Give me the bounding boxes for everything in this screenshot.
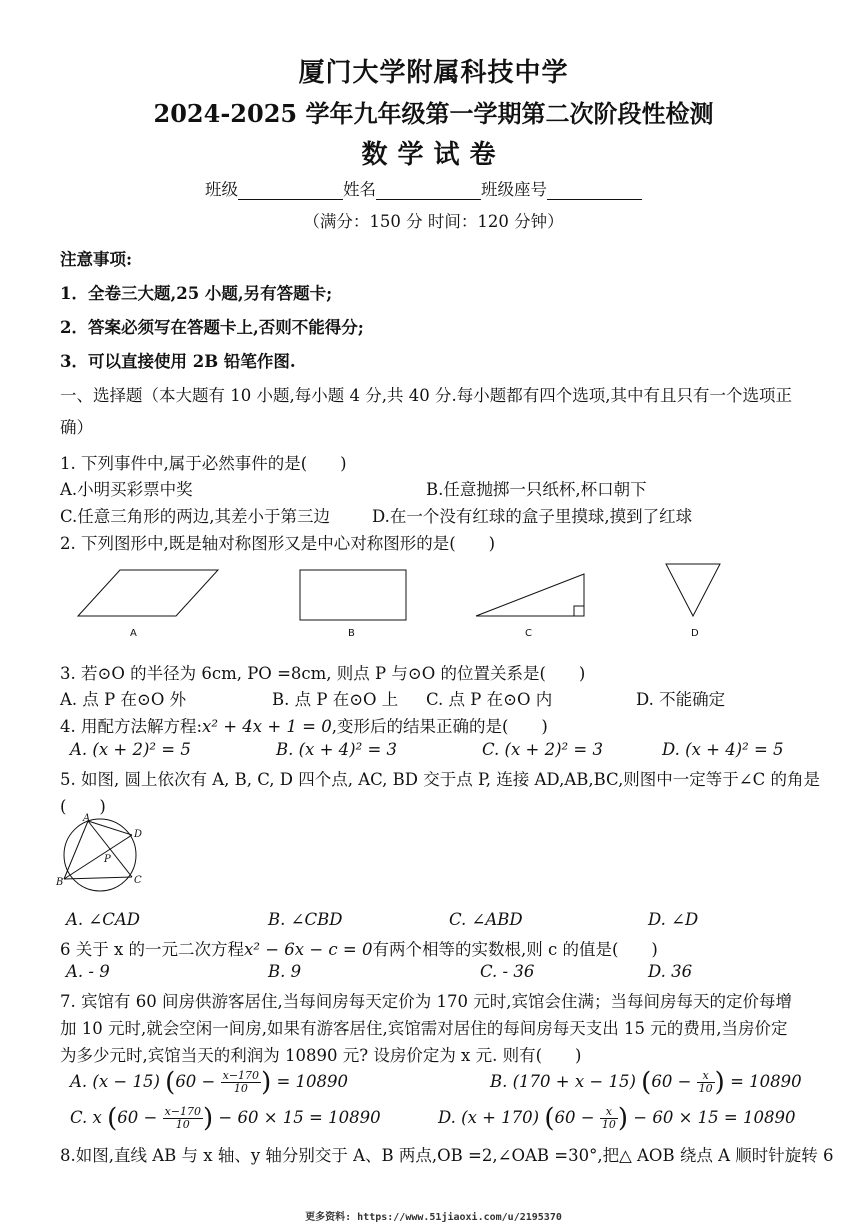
- q4-option-b: B. (x + 4)² = 3: [276, 740, 398, 759]
- point-label-d: D: [134, 829, 143, 840]
- point-label-c: C: [134, 875, 142, 886]
- student-info-line: [205, 176, 642, 200]
- q7-option-a: A. (x − 15) (60 − $\frac{x-170}{10}$ ) = 10890: [70, 1067, 349, 1098]
- figure-label-a: A: [130, 628, 137, 639]
- q7-b-sixty: 60 −: [651, 1072, 692, 1091]
- q7-stem-line2: 加 10 元时,就会空闲一间房,如果有游客居住,宾馆需对居住的每间房每天支出 15 元的费用,当房价定: [60, 1019, 788, 1038]
- q3-stem: 3. 若⊙O 的半径为 6cm, PO =8cm, 则点 P 与⊙O 的位置关系是( ): [60, 664, 586, 683]
- q6-stem-prefix: 6 关于 x 的一元二次方程: [60, 940, 245, 959]
- score-time: （满分：150 分 时间：120 分钟）: [303, 212, 564, 231]
- q6-option-d: D. 36: [648, 962, 693, 981]
- q7-d-result: − 60 × 15 = 10890: [633, 1108, 796, 1127]
- seat-field[interactable]: [547, 183, 642, 200]
- inverted-triangle-figure: [666, 564, 720, 616]
- q7-stem-line1: 7. 宾馆有 60 间房供游客居住,当每间房每天定价为 170 元时,宾馆会住满；当每间房每天的定价每增: [60, 992, 792, 1011]
- q7-b-factor: B. (170 + x − 15): [490, 1072, 636, 1091]
- q7-option-c: C. x (60 − $\frac{x-170}{10}$ ) − 60 × 15 = 10890: [70, 1103, 381, 1134]
- circle-o: [64, 819, 136, 891]
- q1-option-a: A.小明买彩票中奖: [60, 480, 193, 499]
- school-title: 厦门大学附属科技中学: [298, 58, 569, 88]
- q7-d-sixty: 60 −: [554, 1108, 595, 1127]
- right-angle-mark: [574, 606, 584, 616]
- figure-label-d: D: [691, 628, 699, 639]
- q8-stem-line1: 8.如图,直线 AB 与 x 轴、y 轴分别交于 A、B 两点,OB =2,∠OAB =30°,把△ AOB 绕点 A 顺时针旋转 6: [60, 1146, 834, 1165]
- q4-stem-suffix: ,变形后的结果正确的是( ): [331, 717, 548, 736]
- q6-option-a: A. - 9: [66, 962, 110, 981]
- q4-equation: x² + 4x + 1 = 0: [202, 717, 332, 736]
- q3-option-a: A. 点 P 在⊙O 外: [60, 690, 187, 709]
- q1-option-b: B.任意抛掷一只纸杯,杯口朝下: [426, 480, 647, 499]
- q4-option-a: A. (x + 2)² = 5: [70, 740, 191, 759]
- point-label-a: A: [83, 813, 91, 824]
- q6-equation: x² − 6x − c = 0: [244, 940, 373, 959]
- q7-c-result: − 60 × 15 = 10890: [218, 1108, 381, 1127]
- segment-bd: [64, 835, 132, 879]
- q5-option-c: C. ∠ABD: [449, 910, 523, 929]
- q1-option-c: C.任意三角形的两边,其差小于第三边: [60, 507, 331, 526]
- q7-c-factor: C. x: [70, 1108, 102, 1127]
- notice-item: 2．答案必须写在答题卡上,否则不能得分;: [60, 318, 364, 337]
- q5-option-a: A. ∠CAD: [66, 910, 141, 929]
- notice-title: 注意事项:: [60, 250, 133, 269]
- q5-stem-cont: ( ): [60, 797, 106, 816]
- exam-title: 2024-2025 学年九年级第一学期第二次阶段性检测: [153, 99, 714, 128]
- parallelogram-figure: [78, 570, 218, 616]
- q7-c-fraction: $\frac{x-170}{10}$: [164, 1105, 201, 1131]
- segment-ab: [64, 821, 88, 879]
- q6-option-c: C. - 36: [480, 962, 535, 981]
- q2-figures: [60, 558, 760, 648]
- q4-option-d: D. (x + 4)² = 5: [662, 740, 784, 759]
- segment-ad: [88, 821, 132, 835]
- q1-option-d: D.在一个没有红球的盒子里摸球,摸到了红球: [372, 507, 693, 526]
- q6-stem-suffix: 有两个相等的实数根,则 c 的值是( ): [372, 940, 658, 959]
- section-heading: 一、选择题（本大题有 10 小题,每小题 4 分,共 40 分.每小题都有四个选项,其中有且只有一个选项正: [60, 386, 792, 405]
- notice-item: 3．可以直接使用 2B 铅笔作图.: [60, 352, 296, 371]
- class-label: 班级: [205, 180, 238, 199]
- section-heading-cont: 确）: [60, 418, 93, 437]
- q3-option-d: D. 不能确定: [636, 690, 726, 709]
- point-label-b: B: [56, 877, 64, 888]
- q7-c-sixty: 60 −: [117, 1108, 158, 1127]
- q7-stem-line3: 为多少元时,宾馆当天的利润为 10890 元? 设房价定为 x 元. 则有( ): [60, 1046, 582, 1065]
- q7-a-result: = 10890: [276, 1072, 349, 1091]
- q7-b-result: = 10890: [730, 1072, 802, 1091]
- q3-option-c: C. 点 P 在⊙O 内: [426, 690, 553, 709]
- point-label-p: P: [104, 854, 111, 865]
- figure-label-b: B: [348, 628, 355, 639]
- notice-item: 1．全卷三大题,25 小题,另有答题卡;: [60, 284, 333, 303]
- q7-a-sixty: 60 −: [175, 1072, 216, 1091]
- q7-a-fraction: $\frac{x-170}{10}$: [222, 1069, 260, 1095]
- q7-b-fraction: $\frac{x}{10}$: [698, 1069, 713, 1095]
- seat-label: 班级座号: [481, 180, 547, 199]
- name-label: 姓名: [343, 180, 376, 199]
- q5-option-d: D. ∠D: [648, 910, 699, 929]
- q7-a-factor: A. (x − 15): [70, 1072, 160, 1091]
- name-field[interactable]: [376, 183, 481, 200]
- q7-option-d: D. (x + 170) (60 − $\frac{x}{10}$ ) − 60 × 15 = 10890: [438, 1103, 796, 1134]
- q6-option-b: B. 9: [268, 962, 302, 981]
- class-field[interactable]: [238, 183, 343, 200]
- q4-option-c: C. (x + 2)² = 3: [482, 740, 603, 759]
- rectangle-figure: [300, 570, 406, 620]
- q5-stem: 5. 如图, 圆上依次有 A, B, C, D 四个点, AC, BD 交于点 P, 连接 AD,AB,BC,则图中一定等于∠C 的角是: [60, 770, 821, 789]
- q3-option-b: B. 点 P 在⊙O 上: [272, 690, 399, 709]
- q6-stem: [60, 936, 658, 960]
- right-triangle-figure: [476, 574, 584, 616]
- q7-option-b: B. (170 + x − 15) (60 − $\frac{x}{10}$ ) = 10890: [490, 1067, 802, 1098]
- q7-d-fraction: $\frac{x}{10}$: [601, 1105, 616, 1131]
- q1-stem: 1. 下列事件中,属于必然事件的是( ): [60, 454, 347, 473]
- q5-option-b: B. ∠CBD: [268, 910, 343, 929]
- q4-stem-prefix: 4. 用配方法解方程:: [60, 717, 203, 736]
- q7-d-factor: D. (x + 170): [438, 1108, 540, 1127]
- figure-label-c: C: [525, 628, 532, 639]
- subject-title: 数学试卷: [361, 140, 506, 170]
- q4-stem: [60, 713, 548, 737]
- footer-link[interactable]: 更多资料: https://www.51jiaoxi.com/u/2195370: [305, 1212, 562, 1223]
- segment-bc: [64, 877, 132, 879]
- q2-stem: 2. 下列图形中,既是轴对称图形又是中心对称图形的是( ): [60, 534, 496, 553]
